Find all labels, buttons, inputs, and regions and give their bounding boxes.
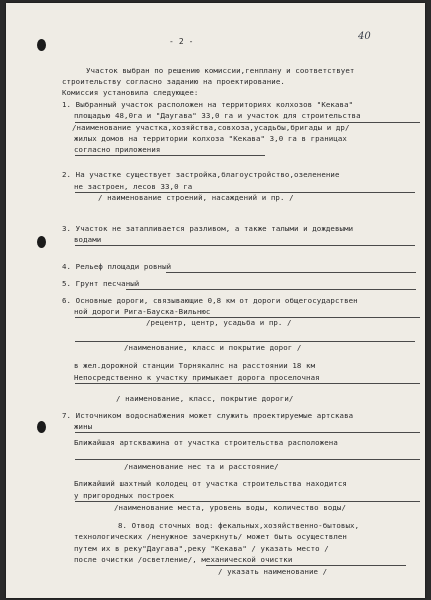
fill-line	[75, 155, 265, 156]
fill-line	[75, 341, 415, 342]
item6-line: Непосредственно к участку примыкает дорога проселочная	[74, 373, 320, 382]
item1-line: жилых домов на территории колхоза "Кекава" 3,0 га в границах	[74, 134, 347, 143]
item8-line: после очистки /осветление/, механической очистки	[74, 555, 293, 564]
fill-line	[166, 272, 416, 273]
page-number: - 2 -	[169, 37, 194, 46]
fill-line	[75, 459, 420, 460]
binder-hole	[37, 39, 46, 51]
intro-line: строительству согласно заданию на проектирование.	[62, 77, 285, 86]
item6-caption: /наименование, класс и покрытие дорог /	[124, 343, 302, 352]
item7-caption: /наименование места, уровень воды, количество воды/	[114, 503, 347, 512]
item1-line: 1. Выбранный участок расположен на территориях колхозов "Кекава"	[62, 100, 354, 109]
item3-line: 3. Участок не затапливается разливом, а также талыми и дождевыми	[62, 224, 354, 233]
item7-line: Ближайший шахтный колодец от участка строительства находится	[74, 479, 347, 488]
item7-line: 7. Источником водоснабжения может служить проектируемые артскава	[62, 411, 354, 420]
intro-line: Комиссия установила следующее:	[62, 88, 199, 97]
fill-line	[75, 245, 415, 246]
item3-line: водами	[74, 235, 102, 244]
item6-line: 6. Основные дороги, связывающие 0,8 км от дороги общегосударствен	[62, 296, 358, 305]
item2-caption: / наименование строений, насаждений и пр. /	[98, 193, 294, 202]
fill-line	[126, 289, 416, 290]
fill-line	[75, 383, 420, 384]
binder-hole	[37, 421, 46, 433]
item5-line: 5. Грунт песчаный	[62, 279, 140, 288]
item2-line: 2. На участке существует застройка,благоустройство,озеленение	[62, 170, 340, 179]
item1-caption: /наименование участка,хозяйства,совхоза,усадьбы,бригады и др/	[72, 123, 350, 132]
item7-line: жины	[74, 422, 93, 431]
item1-line: согласно приложения	[74, 145, 161, 154]
item8-line: 8. Отвод сточных вод: фекальных,хозяйственно-бытовых,	[118, 521, 360, 530]
item8-line: технологических /ненужное зачеркнуть/ может быть осуществлен	[74, 532, 347, 541]
item7-caption: /наименование нес та и расстояние/	[124, 462, 279, 471]
item8-caption: / указать наименование /	[218, 567, 328, 576]
item2-line: не застроен, лесов 33,0 га	[74, 182, 193, 191]
item6-caption: / наименование, класс, покрытие дороги/	[116, 394, 294, 403]
item7-line: Ближайшая артскважина от участка строительства расположена	[74, 438, 338, 447]
item1-line: площадью 48,0га и "Даугава" 33,0 га и участок для строительства	[74, 111, 361, 120]
item6-line: ной дороги Рига-Бауска-Вильнюс	[74, 307, 211, 316]
item4-line: 4. Рельеф площади ровный	[62, 262, 172, 271]
item7-line: у пригородных построек	[74, 491, 175, 500]
item6-line: в жел.дорожной станции Торнякалнс на расстоянии 18 км	[74, 361, 316, 370]
binder-hole	[37, 236, 46, 248]
item6-caption: /рецентр, центр, усадьба и пр. /	[146, 318, 292, 327]
document-page	[6, 3, 425, 598]
fill-line	[206, 565, 406, 566]
item8-line: путем их в реку"Даугава",реку "Кекава" / указать место /	[74, 544, 329, 553]
handwritten-page-mark: 40	[358, 31, 371, 42]
intro-line: Участок выбран по решению комиссии,генплану и соответствует	[86, 66, 355, 75]
fill-line	[75, 432, 420, 433]
fill-line	[75, 501, 420, 502]
